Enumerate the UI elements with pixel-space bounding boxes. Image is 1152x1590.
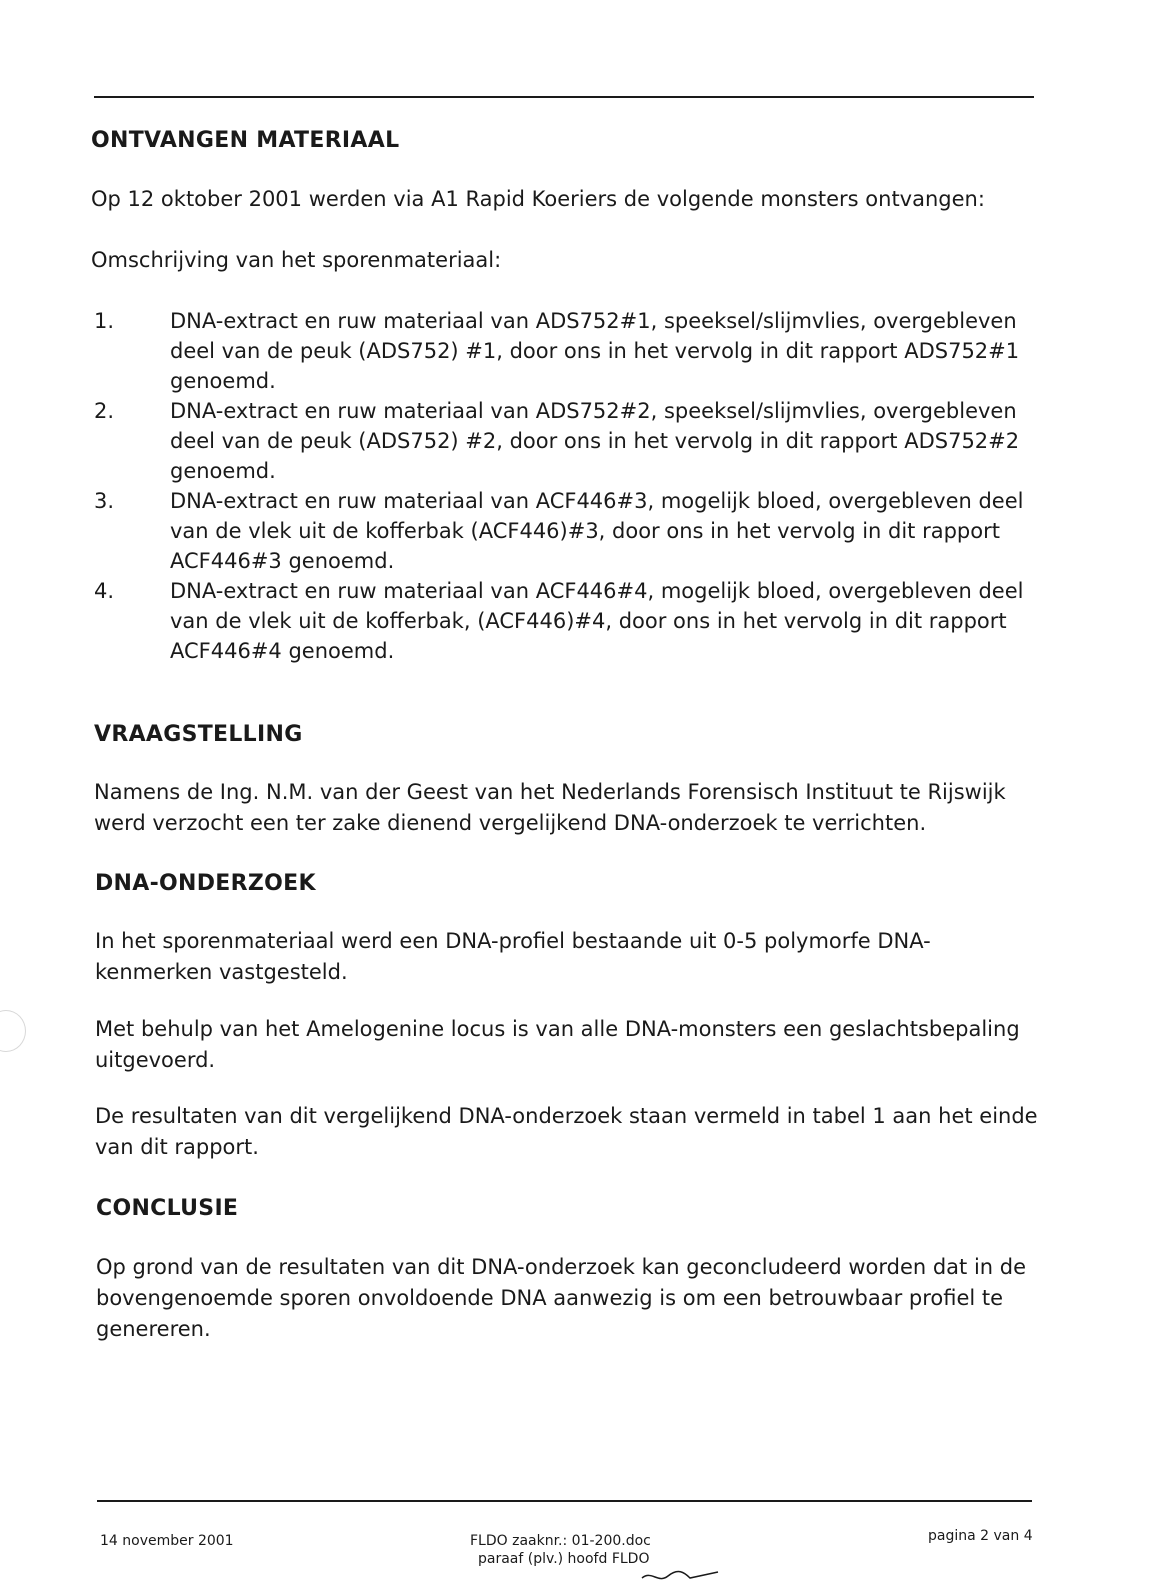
footer-initials: paraaf (plv.) hoofd FLDO bbox=[478, 1551, 650, 1567]
heading-conclusion: CONCLUSIE bbox=[96, 1196, 239, 1221]
footer-case-number: FLDO zaaknr.: 01-200.doc bbox=[470, 1533, 651, 1549]
list-item-number: 1. bbox=[94, 309, 115, 333]
list-item bbox=[94, 576, 1044, 666]
description-label: Omschrijving van het sporenmateriaal: bbox=[91, 248, 502, 272]
footer-date: 14 november 2001 bbox=[100, 1533, 234, 1549]
research-paragraph-1: In het sporenmateriaal werd een DNA-profiel bestaande uit 0-5 polymorfe DNA-kenmerken vastgesteld. bbox=[95, 929, 931, 984]
sample-list bbox=[94, 306, 1044, 666]
heading-research: DNA-ONDERZOEK bbox=[95, 871, 316, 896]
heading-question: VRAAGSTELLING bbox=[94, 722, 303, 747]
conclusion-text: Op grond van de resultaten van dit DNA-onderzoek kan geconcludeerd worden dat in de bovengenoemde sporen onvoldoende DNA aanwezig is om een betrouwbaar profiel te genereren. bbox=[96, 1255, 1027, 1341]
question-text: Namens de Ing. N.M. van der Geest van het Nederlands Forensisch Instituut te Rijswijk werd verzocht een ter zake dienend vergelijkend DNA-onderzoek te verrichten. bbox=[94, 780, 1006, 835]
punch-hole-mark bbox=[0, 1010, 26, 1052]
list-item-text: DNA-extract en ruw materiaal van ACF446#3, mogelijk bloed, overgebleven deel van de vlek uit de kofferbak (ACF446)#3, door ons in het vervolg in dit rapport ACF446#3 genoemd. bbox=[170, 489, 1024, 573]
signature-scribble bbox=[640, 1568, 720, 1586]
list-item-text: DNA-extract en ruw materiaal van ADS752#2, speeksel/slijmvlies, overgebleven deel van de peuk (ADS752) #2, door ons in het vervolg in dit rapport ADS752#2 genoemd. bbox=[170, 399, 1020, 483]
footer-page: pagina 2 van 4 bbox=[928, 1528, 1033, 1544]
heading-received: ONTVANGEN MATERIAAL bbox=[91, 128, 400, 153]
received-intro: Op 12 oktober 2001 werden via A1 Rapid Koeriers de volgende monsters ontvangen: bbox=[91, 187, 985, 211]
list-item bbox=[94, 396, 1044, 486]
top-rule bbox=[94, 96, 1034, 98]
list-item-text: DNA-extract en ruw materiaal van ADS752#1, speeksel/slijmvlies, overgebleven deel van de peuk (ADS752) #1, door ons in het vervolg in dit rapport ADS752#1 genoemd. bbox=[170, 309, 1020, 393]
research-paragraph-3: De resultaten van dit vergelijkend DNA-onderzoek staan vermeld in tabel 1 aan het einde van dit rapport. bbox=[95, 1104, 1038, 1159]
bottom-rule bbox=[97, 1500, 1032, 1502]
list-item bbox=[94, 486, 1044, 576]
list-item bbox=[94, 306, 1044, 396]
list-item-text: DNA-extract en ruw materiaal van ACF446#4, mogelijk bloed, overgebleven deel van de vlek uit de kofferbak, (ACF446)#4, door ons in het vervolg in dit rapport ACF446#4 genoemd. bbox=[170, 579, 1024, 663]
list-item-number: 3. bbox=[94, 489, 115, 513]
list-item-number: 2. bbox=[94, 399, 115, 423]
list-item-number: 4. bbox=[94, 579, 115, 603]
research-paragraph-2: Met behulp van het Amelogenine locus is van alle DNA-monsters een geslachtsbepaling uitgevoerd. bbox=[95, 1017, 1020, 1072]
